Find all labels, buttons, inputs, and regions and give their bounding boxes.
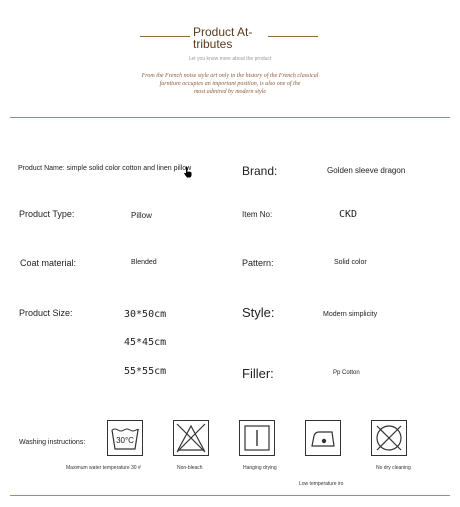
top-divider (10, 117, 450, 118)
filler-value: Pp Cotton (333, 370, 360, 376)
product-name-row (18, 165, 191, 172)
wash-caption-3: Hanging drying (243, 465, 277, 471)
coat-material-label: Coat material: (20, 258, 77, 268)
no-dry-clean-icon (371, 420, 407, 456)
wash-caption-1: Maximum water temperature 30 # (66, 465, 141, 471)
coat-material-value: Blended (131, 259, 157, 266)
item-no-label: Item No: (242, 210, 273, 219)
washing-label: Washing instructions: (19, 439, 86, 446)
hanging-dry-icon (239, 420, 275, 456)
script-text (120, 72, 340, 96)
wash-caption-4: Low temperature iro (299, 481, 344, 487)
script-line-2: furniture occupies an important position, is also one of the (159, 81, 301, 87)
no-bleach-icon (173, 420, 209, 456)
brand-value: Golden sleeve dragon (327, 166, 406, 175)
script-line-3: most admired by modern style (193, 89, 267, 95)
wash-temp-text: 30°C (116, 436, 134, 445)
bottom-divider (10, 495, 450, 496)
filler-label: Filler: (242, 366, 274, 381)
size-value-3: 55*55cm (124, 366, 167, 377)
page-title (193, 26, 252, 50)
hand-cursor-icon (183, 166, 193, 178)
product-type-value: Pillow (131, 211, 152, 220)
brand-label: Brand: (242, 164, 278, 178)
pattern-value: Solid color (334, 259, 367, 266)
wash-30-icon (107, 420, 143, 456)
wash-caption-5: No dry cleaning (376, 465, 411, 471)
product-size-label: Product Size: (19, 308, 73, 318)
size-value-2: 45*45cm (124, 337, 167, 348)
page-title-line2: tributes (193, 37, 233, 51)
header-line-left (140, 36, 190, 37)
pattern-label: Pattern: (242, 258, 274, 268)
style-label: Style: (242, 305, 275, 320)
style-value: Modern simplicity (323, 311, 378, 318)
low-iron-icon (305, 420, 341, 456)
item-no-value: CKD (339, 209, 358, 220)
header-line-right (268, 36, 318, 37)
product-name-label: Product Name: (18, 165, 65, 172)
wash-caption-2: Non-bleach (177, 465, 203, 471)
page-title-line1: Product At- (193, 25, 253, 39)
script-line-1: From the French noise style art only in the history of the French classical (141, 73, 319, 79)
product-type-label: Product Type: (19, 209, 75, 219)
page-subtitle: Let you know more about the product (188, 56, 272, 62)
size-value-1: 30*50cm (124, 309, 167, 320)
product-name-value: simple solid color cotton and linen pillow (66, 165, 192, 172)
